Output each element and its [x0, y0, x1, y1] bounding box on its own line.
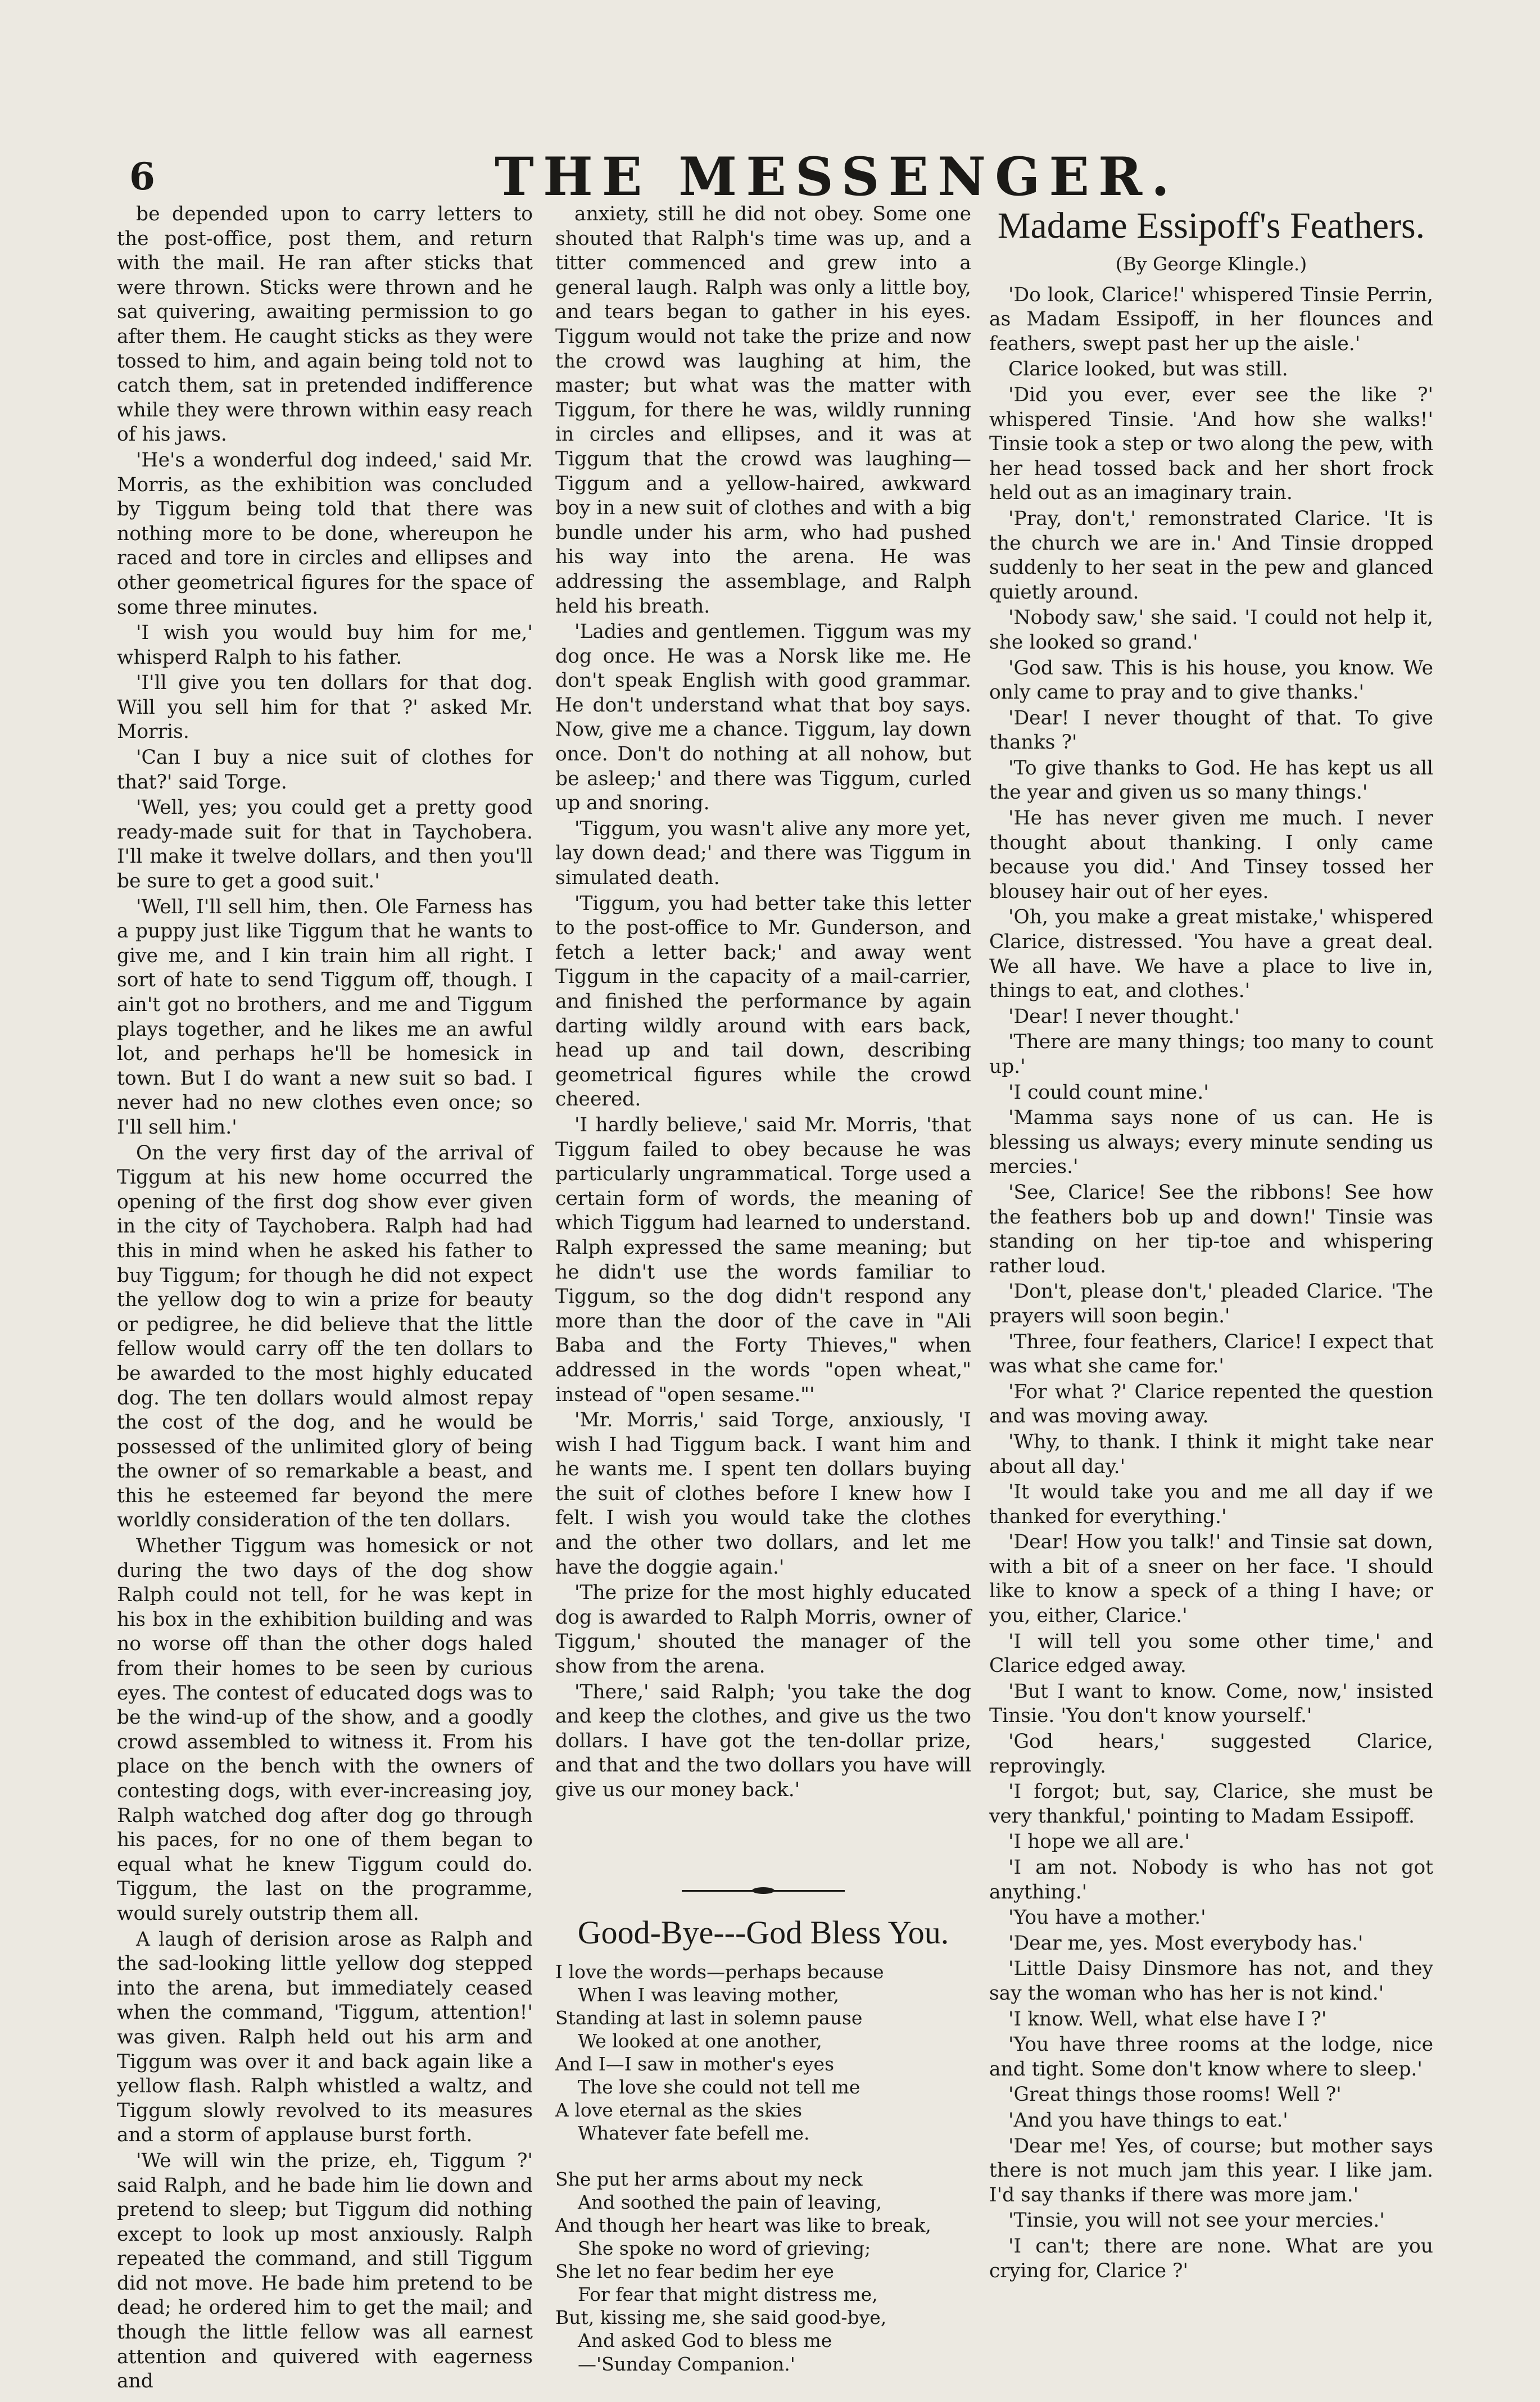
- poem-line: For fear that might distress me,: [578, 2283, 878, 2305]
- paragraph: 'Little Daisy Dinsmore has not, and they say the woman who has her is not kind.': [989, 1957, 1433, 2005]
- poem-title: Good-Bye---God Bless You.: [577, 1914, 949, 1951]
- poem-line: When I was leaving mother,: [578, 1983, 839, 2006]
- paragraph: 'There are many things; too many to count up.': [989, 1031, 1433, 1078]
- paragraph: 'We will win the prize, eh, Tiggum ?' said Ralph, and he bade him lie down and pretend to sleep; but Tiggum did nothing except to look up most anxiously. Ralph repeated the command, and still Tiggum did not move. He bade him pretend to be dead; he ordered him to get the mail; and though the little fellow was all earnest attention and quivered with eagerness and: [117, 2149, 533, 2393]
- paragraph: 'I can't; there are none. What are you crying for, Clarice ?': [989, 2235, 1433, 2282]
- paragraph: 'For what ?' Clarice repented the question and was moving away.: [989, 1380, 1433, 1428]
- paragraph: 'Do look, Clarice!' whispered Tinsie Perrin, as Madam Essipoff, in her flounces and feathers, swept past her up the aisle.': [989, 283, 1433, 355]
- paragraph: 'God hears,' suggested Clarice, reprovingly.: [989, 1730, 1433, 1778]
- paragraph: be depended upon to carry letters to the post-office, post them, and return with the mail. He ran after sticks that were thrown. Sticks were thrown and he sat quivering, awaiting permission to go after them. He caught sticks as they were tossed to him, and again being told not to catch them, sat in pretended indifference while they were thrown within easy reach of his jaws.: [117, 203, 533, 446]
- byline: (By George Klingle.): [1115, 253, 1307, 275]
- poem-line: She spoke no word of grieving;: [578, 2237, 871, 2259]
- paragraph: 'Ladies and gentlemen. Tiggum was my dog once. He was a Norsk like me. He don't speak English with good grammar. He don't understand what that boy says. Now, give me a chance. Tiggum, lay down once. Don't do nothing at all nohow, but be asleep;' and there was Tiggum, curled up and snoring.: [555, 620, 971, 815]
- paragraph: 'Great things those rooms! Well ?': [1008, 2083, 1342, 2106]
- paragraph: 'Mamma says none of us can. He is blessing us always; every minute sending us mercies.': [989, 1107, 1433, 1179]
- paragraph: 'I hardly believe,' said Mr. Morris, 'that Tiggum failed to obey because he was particularly ungrammatical. Torge used a certain form of words, the meaning of which Tiggum had learned to understand. Ralph expressed the same meaning; but he didn't use the words familiar to Tiggum, so the dog didn't respond any more than the door of the cave in "Ali Baba and the Forty Thieves," when addressed in the words "open wheat," instead of "open sesame."': [555, 1113, 971, 1406]
- paragraph: 'Can I buy a nice suit of clothes for that?' said Torge.: [117, 746, 533, 794]
- paragraph: 'Dear me, yes. Most everybody has.': [1008, 1932, 1364, 1955]
- paragraph: 'I hope we all are.': [1008, 1830, 1190, 1853]
- paragraph: 'Don't, please don't,' pleaded Clarice. 'The prayers will soon begin.': [989, 1280, 1433, 1327]
- page-number: 6: [129, 155, 155, 198]
- paragraph: 'I will tell you some other time,' and Clarice edged away.: [989, 1630, 1433, 1678]
- column-left: [117, 202, 533, 2395]
- paragraph: 'I forgot; but, say, Clarice, she must be very thankful,' pointing to Madam Essipoff.: [989, 1780, 1433, 1828]
- paragraph: 'Well, I'll sell him, then. Ole Farness has a puppy just like Tiggum that he wants to give me, and I kin train him all right. I sort of hate to send Tiggum off, though. I ain't got no brothers, and me and Tiggum plays together, and he likes me an awful lot, and perhaps he'll be homesick in town. But I do want a new suit so bad. I never had no new clothes even once; so I'll sell him.': [117, 895, 533, 1139]
- paragraph: On the very first day of the arrival of Tiggum at his new home occurred the opening of the first dog show ever given in the city of Taychobera. Ralph had had this in mind when he asked his father to buy Tiggum; for though he did not expect the yellow dog to win a prize for beauty or pedigree, he did believe that the little fellow would carry off the ten dollars to be awarded to the most highly educated dog. The ten dollars would almost repay the cost of the dog, and he would be possessed of the unlimited glory of being the owner of so remarkable a beast, and this he esteemed far beyond the mere worldly consideration of the ten dollars.: [117, 1141, 533, 1532]
- paragraph: 'I could count mine.': [1008, 1081, 1209, 1104]
- poem-line: And I—I saw in mother's eyes: [555, 2052, 835, 2075]
- paragraph: 'Tiggum, you had better take this letter to the post-office to Mr. Gunderson, and fetch a letter back;' and away went Tiggum in the capacity of a mail-carrier, and finished the performance by again darting wildly around with ears back, head up and tail down, describing geometrical figures while the crowd cheered.: [555, 892, 971, 1111]
- poem-body: [555, 1960, 971, 2377]
- paragraph: 'See, Clarice! See the ribbons! See how the feathers bob up and down!' Tinsie was standing on her tip-toe and whispering rather loud.: [989, 1181, 1433, 1277]
- paragraph: 'I'll give you ten dollars for that dog. Will you sell him for that ?' asked Mr. Morris.: [117, 672, 533, 744]
- paragraph: 'Well, yes; you could get a pretty good ready-made suit for that in Taychobera. I'll make it twelve dollars, and then you'll be sure to get a good suit.': [117, 796, 533, 893]
- paragraph: 'Nobody saw,' she said. 'I could not help it, she looked so grand.': [989, 606, 1433, 654]
- poem-line: The love she could not tell me: [578, 2075, 860, 2098]
- paragraph: 'I wish you would buy him for me,' whisperd Ralph to his father.: [117, 622, 533, 669]
- page-header: [129, 141, 1506, 208]
- poem-line: And though her heart was like to break,: [555, 2214, 931, 2236]
- poem-line: A love eternal as the skies: [555, 2099, 803, 2121]
- poem-line: And soothed the pain of leaving,: [578, 2191, 882, 2213]
- masthead: THE MESSENGER.: [495, 146, 1179, 208]
- poem-line: She let no fear bedim her eye: [555, 2260, 834, 2282]
- paragraph: 'There,' said Ralph; 'you take the dog and keep the clothes, and give us the two dollars. I have got the ten-dollar prize, and that and the two dollars you have will give us our money back.': [555, 1680, 971, 1801]
- paragraph: 'To give thanks to God. He has kept us all the year and given us so many things.': [989, 756, 1433, 804]
- paragraph: 'He's a wonderful dog indeed,' said Mr. Morris, as the exhibition was concluded by Tiggum being told that there was nothing more to be done, whereupon he raced and tore in circles and ellipses and other geometrical figures for the space of some three minutes.: [117, 448, 533, 619]
- poem-line: She put her arms about my neck: [555, 2168, 863, 2190]
- paragraph: 'And you have things to eat.': [1008, 2109, 1288, 2132]
- article-title: Madame Essipoff's Feathers.: [997, 205, 1425, 246]
- poem-attribution: —'Sunday Companion.': [578, 2353, 795, 2375]
- story-continuation: [555, 202, 971, 1803]
- paragraph: 'Tiggum, you wasn't alive any more yet, lay down dead;' and there was Tiggum in simulated death.: [555, 817, 971, 890]
- paragraph: 'The prize for the most highly educated dog is awarded to Ralph Morris, owner of Tiggum,' shouted the manager of the show from the arena.: [555, 1581, 971, 1678]
- paragraph: Whether Tiggum was homesick or not during the two days of the dog show Ralph could not tell, for he was kept in his box in the exhibition building and was no worse off than the other dogs haled from their homes to be seen by curious eyes. The contest of educated dogs was to be the wind-up of the show, and a goodly crowd assembled to witness it. From his place on the bench with the owners of contesting dogs, with ever-increasing joy, Ralph watched dog after dog go through his paces, for no one of them began to equal what he knew Tiggum could do. Tiggum, the last on the programme, would surely outstrip them all.: [117, 1535, 533, 1925]
- paragraph: Clarice looked, but was still.: [1008, 358, 1288, 381]
- paragraph: 'Mr. Morris,' said Torge, anxiously, 'I wish I had Tiggum back. I want him and he wants me. I spent ten dollars buying the suit of clothes before I knew how I felt. I wish you would take the clothes and the other two dollars, and let me have the doggie again.': [555, 1409, 971, 1579]
- poem-line: I love the words—perhaps because: [555, 1960, 884, 1983]
- section-divider: [682, 1887, 845, 1894]
- paragraph: 'You have a mother.': [1008, 1906, 1206, 1929]
- paragraph: 'I know. Well, what else have I ?': [1008, 2007, 1327, 2031]
- paragraph: 'Why, to thank. I think it might take near about all day.': [989, 1430, 1433, 1478]
- poem-line: Standing at last in solemn pause: [555, 2006, 863, 2029]
- poem-line: But, kissing me, she said good-bye,: [555, 2306, 887, 2328]
- poem-line: And asked God to bless me: [578, 2329, 832, 2351]
- paragraph: 'He has never given me much. I never thought about thanking. I only came because you did.' And Tinsey tossed her blousey hair out of her eyes.: [989, 807, 1433, 903]
- paragraph: 'It would take you and me all day if we thanked for everything.': [989, 1481, 1433, 1528]
- column-middle: [555, 202, 971, 2402]
- paragraph: 'Dear me! Yes, of course; but mother says there is not much jam this year. I like jam. I'd say thanks if there was more jam.': [989, 2134, 1433, 2206]
- poem-line: We looked at one another,: [578, 2029, 822, 2052]
- paragraph: 'I am not. Nobody is who has not got anything.': [989, 1856, 1433, 1904]
- column-right: [989, 202, 1433, 2285]
- paragraph: 'Three, four feathers, Clarice! I expect that was what she came for.': [989, 1330, 1433, 1378]
- paragraph: 'Dear! I never thought of that. To give thanks ?': [989, 706, 1433, 754]
- paragraph: 'God saw. This is his house, you know. We only came to pray and to give thanks.': [989, 656, 1433, 704]
- paragraph: 'Oh, you make a great mistake,' whispered Clarice, distressed. 'You have a great deal. We all have. We have a place to live in, things to eat, and clothes.': [989, 906, 1433, 1003]
- paragraph: 'You have three rooms at the lodge, nice and tight. Some don't know where to sleep.': [989, 2033, 1433, 2081]
- paragraph: 'Did you ever, ever see the like ?' whispered Tinsie. 'And how she walks!' Tinsie took a step or two along the pew, with her head tossed back and her short frock held out as an imaginary train.: [989, 383, 1433, 505]
- paragraph: 'Pray, don't,' remonstrated Clarice. 'It is the church we are in.' And Tinsie dropped suddenly to her seat in the pew and glanced quietly around.: [989, 507, 1433, 604]
- poem-line: [555, 2145, 971, 2168]
- paragraph: 'Dear! I never thought.': [1008, 1005, 1240, 1028]
- poem-line: Whatever fate befell me.: [578, 2122, 810, 2144]
- paragraph: anxiety, still he did not obey. Some one shouted that Ralph's time was up, and a titter commenced and grew into a general laugh. Ralph was only a little boy, and tears began to gather in his eyes. Tiggum would not take the prize and now the crowd was laughing at him, the master; but what was the matter with Tiggum, for there he was, wildly running in circles and ellipses, and it was at Tiggum that the crowd was laughing—Tiggum and a yellow-haired, awkward boy in a new suit of clothes and with a big bundle under his arm, who had pushed his way into the arena. He was addressing the assemblage, and Ralph held his breath.: [555, 203, 971, 618]
- article-body: [989, 283, 1433, 2284]
- paragraph: 'Tinsie, you will not see your mercies.': [1008, 2209, 1385, 2232]
- paragraph: 'But I want to know. Come, now,' insisted Tinsie. 'You don't know yourself.': [989, 1680, 1433, 1728]
- paragraph: A laugh of derision arose as Ralph and the sad-looking little yellow dog stepped into the arena, but immediately ceased when the command, 'Tiggum, attention!' was given. Ralph held out his arm and Tiggum was over it and back again like a yellow flash. Ralph whistled a waltz, and Tiggum slowly revolved to its measures and a storm of applause burst forth.: [117, 1928, 533, 2147]
- paragraph: 'Dear! How you talk!' and Tinsie sat down, with a bit of a sneer on her face. 'I should like to know a speck of a thing I have; or you, either, Clarice.': [989, 1531, 1433, 1628]
